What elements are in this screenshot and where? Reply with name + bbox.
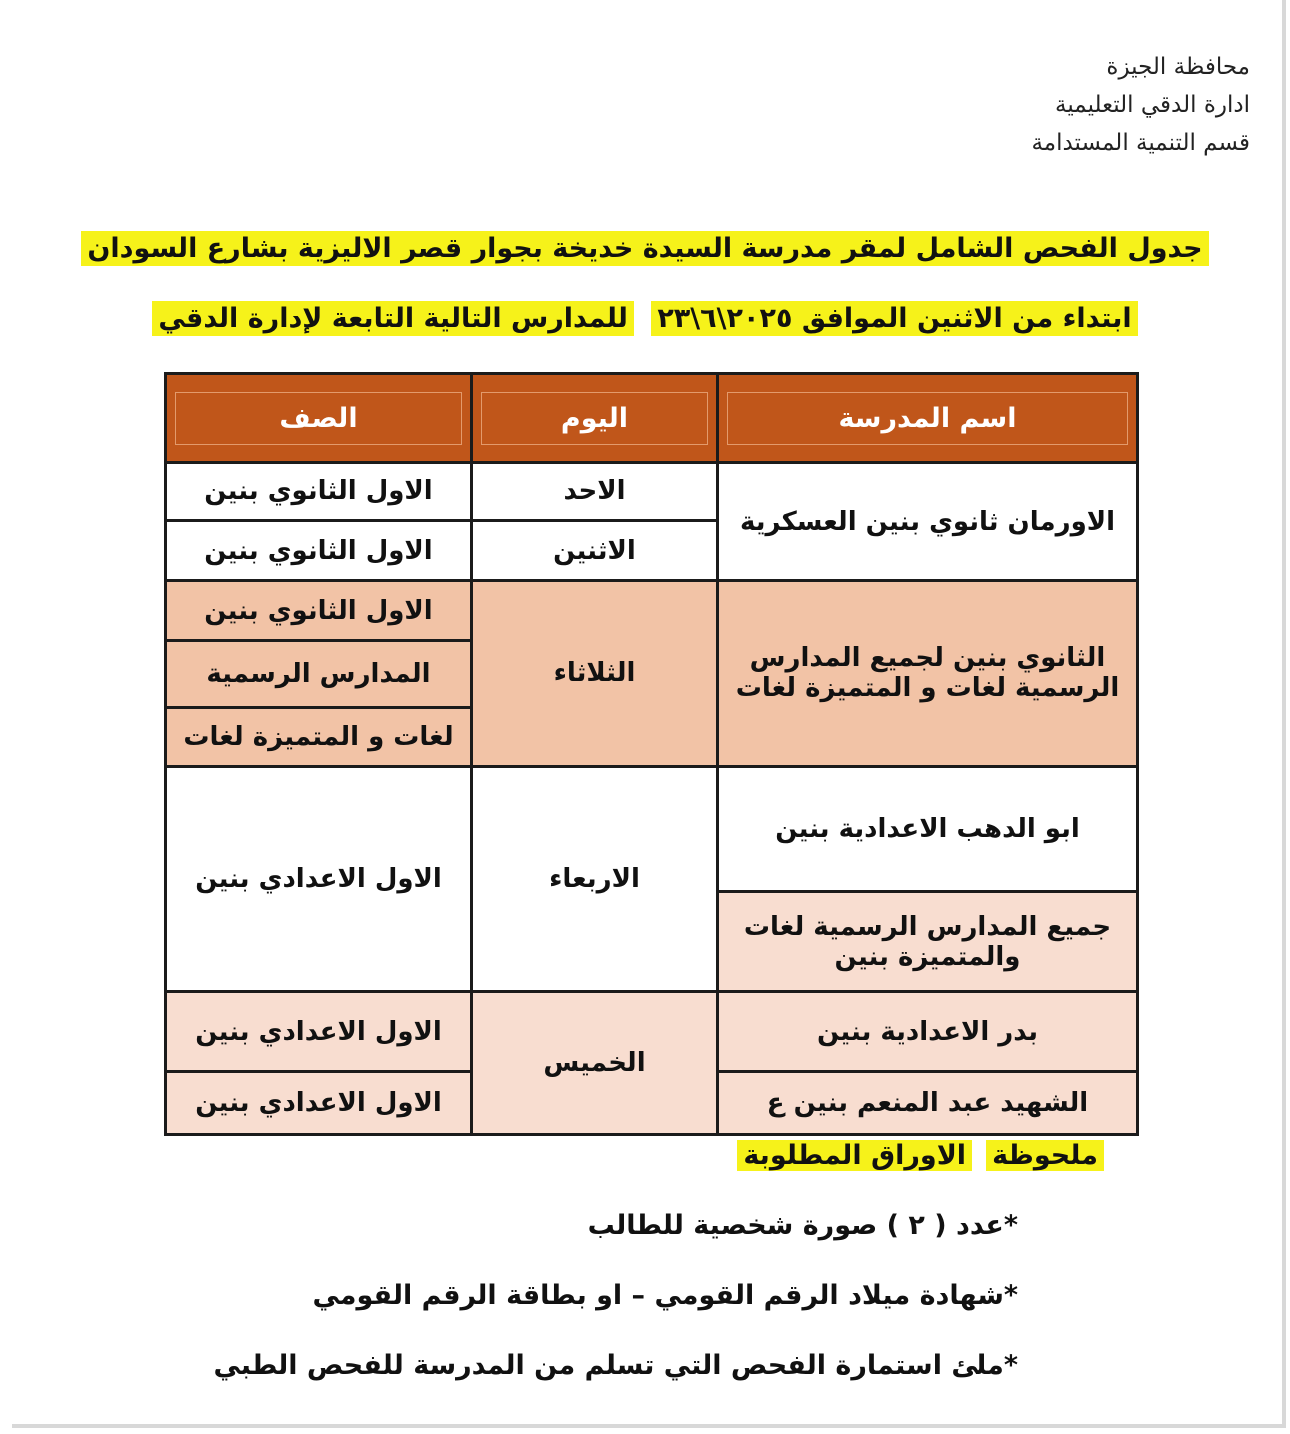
school-cell: ابو الدهب الاعدادية بنين	[718, 766, 1138, 891]
note-heading	[737, 1140, 1104, 1171]
grade-cell: الاول الاعدادي بنين	[166, 766, 472, 992]
header-day: اليوم	[472, 374, 718, 463]
schedule-subtitle	[0, 303, 1290, 334]
grade-cell: لغات و المتميزة لغات	[166, 707, 472, 766]
schedule-title	[0, 233, 1290, 264]
schedule-table	[164, 372, 1139, 1136]
grade-cell: الاول الثانوي بنين	[166, 581, 472, 641]
schedule-start-date: ابتداء من الاثنين الموافق ٢٠٢٥\٦\٢٣	[651, 301, 1137, 336]
required-document: *ملئ استمارة الفحص التي تسلم من المدرسة للفحص الطبي	[213, 1350, 1018, 1381]
school-cell: الشهيد عبد المنعم بنين ع	[718, 1072, 1138, 1135]
schedule-title-text: جدول الفحص الشامل لمقر مدرسة السيدة خديخة بجوار قصر الاليزية بشارع السودان	[81, 231, 1208, 266]
grade-cell: الاول الثانوي بنين	[166, 520, 472, 581]
school-cell: الاورمان ثانوي بنين العسكرية	[718, 463, 1138, 581]
letterhead	[1031, 48, 1250, 162]
administration-name: ادارة الدقي التعليمية	[1055, 92, 1250, 118]
table-row	[166, 766, 1138, 891]
day-cell: الاربعاء	[472, 766, 718, 992]
required-document: *شهادة ميلاد الرقم القومي – او بطاقة الرقم القومي	[312, 1280, 1018, 1311]
grade-cell: الاول الاعدادي بنين	[166, 992, 472, 1072]
schedule-scope: للمدارس التالية التابعة لإدارة الدقي	[152, 301, 634, 336]
required-document: *عدد ( ٢ ) صورة شخصية للطالب	[587, 1210, 1018, 1241]
note-label: ملحوظة	[986, 1140, 1104, 1171]
department-name: قسم التنمية المستدامة	[1031, 130, 1250, 156]
required-papers-title: الاوراق المطلوبة	[737, 1140, 972, 1171]
table-header-row	[166, 374, 1138, 463]
day-cell: الاحد	[472, 463, 718, 521]
table-row	[166, 463, 1138, 521]
day-cell: الخميس	[472, 992, 718, 1135]
table-row	[166, 581, 1138, 641]
day-cell: الاثنين	[472, 520, 718, 581]
grade-cell: المدارس الرسمية	[166, 641, 472, 708]
school-cell: بدر الاعدادية بنين	[718, 992, 1138, 1072]
governorate-name: محافظة الجيزة	[1106, 54, 1250, 80]
school-cell: جميع المدارس الرسمية لغات والمتميزة بنين	[718, 892, 1138, 992]
table-row	[166, 992, 1138, 1072]
header-grade: الصف	[166, 374, 472, 463]
header-school: اسم المدرسة	[718, 374, 1138, 463]
school-cell: الثانوي بنين لجميع المدارس الرسمية لغات و المتميزة لغات	[718, 581, 1138, 766]
grade-cell: الاول الثانوي بنين	[166, 463, 472, 521]
day-cell: الثلاثاء	[472, 581, 718, 766]
grade-cell: الاول الاعدادي بنين	[166, 1072, 472, 1135]
